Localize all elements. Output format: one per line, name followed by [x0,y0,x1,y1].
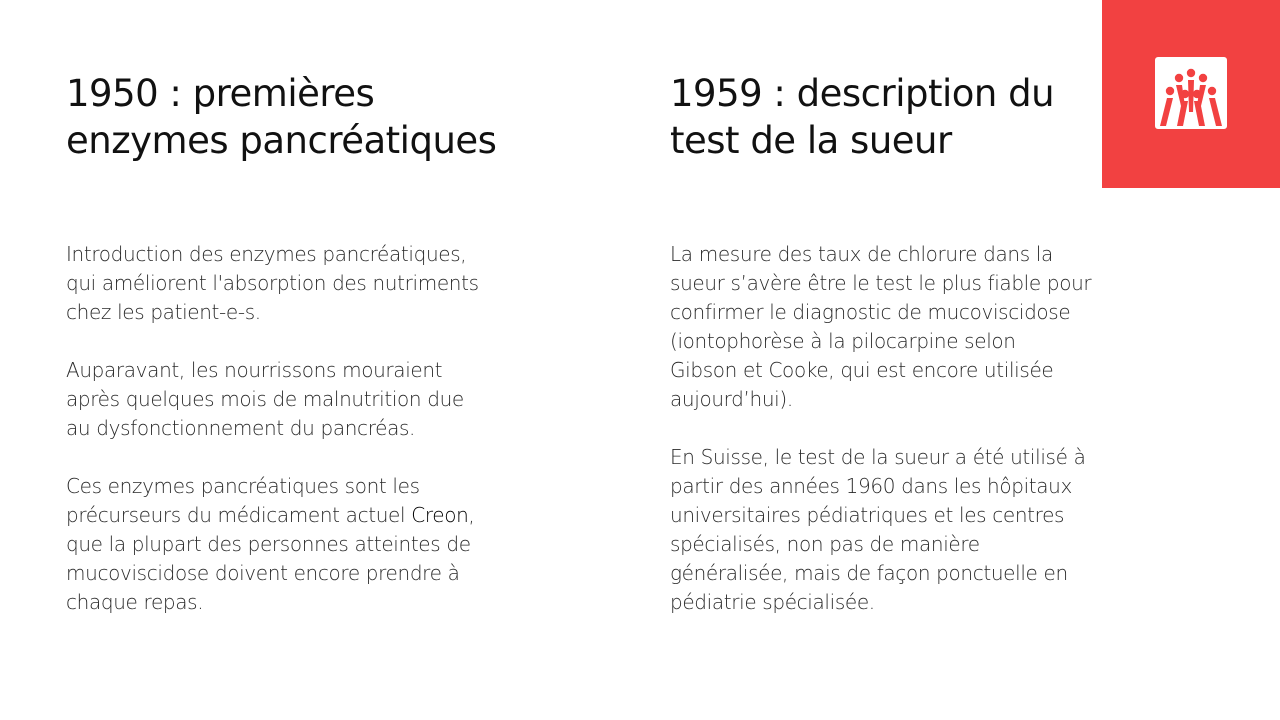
text-line: Gibson et Cooke, qui est encore utilisée [670,358,1054,382]
text-line: qui améliorent l'absorption des nutriments [66,271,479,295]
heading-line: 1959 : description du [670,72,1055,115]
text-line: sueur s’avère être le test le plus fiable pour [670,271,1092,295]
text-line: En Suisse, le test de la sueur a été utilisé à [670,445,1086,469]
text-line: chaque repas. [66,590,204,614]
heading-1959 [670,70,1150,220]
heading-line: test de la sueur [670,119,952,162]
text-fragment: précurseurs du médicament actuel [66,503,412,527]
text-line: La mesure des taux de chlorure dans la [670,242,1053,266]
creon-term: Creon [411,503,469,527]
text-line: au dysfonctionnement du pancréas. [66,416,416,440]
text-line [66,501,546,530]
text-line: que la plupart des personnes atteintes de [66,532,471,556]
text-line: Auparavant, les nourrissons mouraient [66,358,443,382]
paragraph-introduction [66,240,546,327]
text-line: (iontophorèse à la pilocarpine selon [670,329,1016,353]
text-line: aujourd’hui). [670,387,793,411]
paragraph-auparavant [66,356,546,443]
paragraph-creon [66,472,546,617]
body-1959 [670,240,1150,646]
text-line: mucoviscidose doivent encore prendre à [66,561,460,585]
heading-line: enzymes pancréatiques [66,119,497,162]
column-1950 [66,70,546,614]
text-line: universitaires pédiatriques et les centres [670,503,1065,527]
text-line: spécialisés, non pas de manière [670,532,980,556]
text-line: Introduction des enzymes pancréatiques, [66,242,467,266]
logo-box [1102,0,1280,188]
paragraph-suisse [670,443,1150,617]
body-1950 [66,240,546,646]
text-fragment: , [468,503,475,527]
heading-line: 1950 : premières [66,72,375,115]
column-1959 [670,70,1150,614]
text-line: après quelques mois de malnutrition due [66,387,464,411]
people-group-logo-icon [1154,56,1228,130]
heading-1950 [66,70,546,220]
text-line: confirmer le diagnostic de mucoviscidose [670,300,1071,324]
text-line: pédiatrie spécialisée. [670,590,875,614]
text-line: généralisée, mais de façon ponctuelle en [670,561,1068,585]
text-line: chez les patient-e-s. [66,300,261,324]
text-line: partir des années 1960 dans les hôpitaux [670,474,1072,498]
paragraph-chlorure [670,240,1150,414]
text-line: Ces enzymes pancréatiques sont les [66,474,420,498]
